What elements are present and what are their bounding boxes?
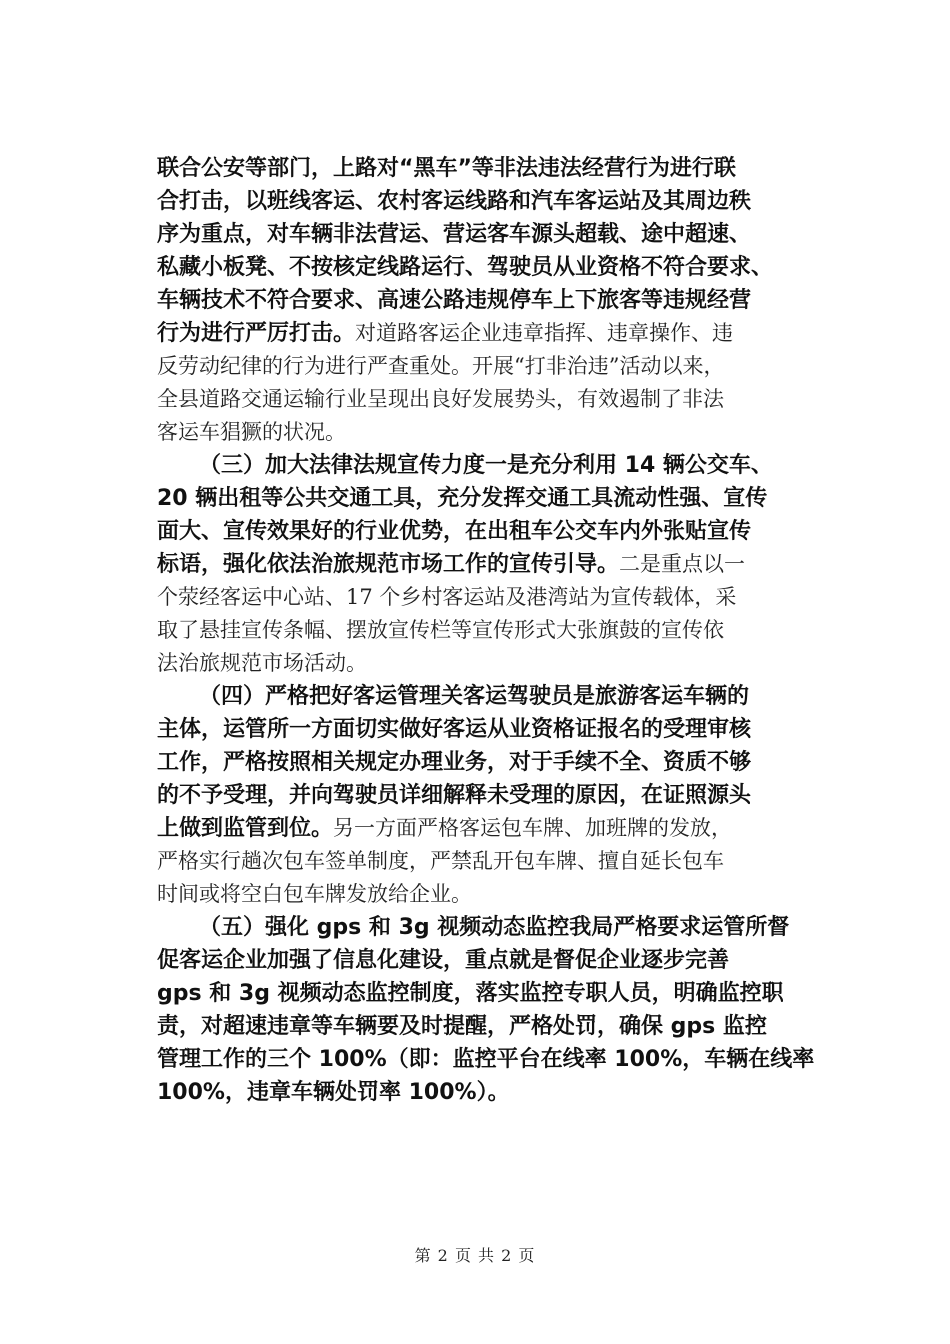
bold-text-segment: 责，对超速违章等车辆要及时提醒，严格处罚，确保 gps 监控 xyxy=(157,1014,767,1039)
regular-text-segment: 时间或将空白包车牌发放给企业。 xyxy=(157,882,472,906)
regular-text-segment: 严格实行趟次包车签单制度，严禁乱开包车牌、擅自延长包车 xyxy=(157,849,724,873)
text-line xyxy=(157,746,837,779)
text-line xyxy=(157,350,837,383)
bold-text-segment: 标语，强化依法治旅规范市场工作的宣传引导。 xyxy=(157,552,620,577)
regular-text-segment: 个荥经客运中心站、17 个乡村客运站及港湾站为宣传载体，采 xyxy=(157,585,737,609)
text-line xyxy=(157,713,837,746)
text-line xyxy=(157,383,837,416)
text-line xyxy=(157,185,837,218)
bold-text-segment: 车辆技术不符合要求、高速公路违规停车上下旅客等违规经营 xyxy=(157,288,752,313)
regular-text-segment: 另一方面严格客运包车牌、加班牌的发放， xyxy=(333,816,733,840)
text-line xyxy=(157,152,837,185)
text-line xyxy=(157,581,837,614)
regular-text-segment: 反劳动纪律的行为进行严查重处。开展“打非治违”活动以来， xyxy=(157,354,725,378)
bold-text-segment: （四）严格把好客运管理关客运驾驶员是旅游客运车辆的 xyxy=(199,684,750,709)
text-line xyxy=(157,878,837,911)
text-line xyxy=(157,1076,837,1109)
text-line xyxy=(157,779,837,812)
paragraph-first-line xyxy=(157,449,837,482)
text-line xyxy=(157,1010,837,1043)
paragraph-first-line xyxy=(157,680,837,713)
text-line xyxy=(157,317,837,350)
bold-text-segment: 联合公安等部门，上路对“黑车”等非法违法经营行为进行联 xyxy=(157,156,736,181)
text-line xyxy=(157,251,837,284)
regular-text-segment: 客运车猖獗的状况。 xyxy=(157,420,346,444)
bold-text-segment: 20 辆出租等公共交通工具，充分发挥交通工具流动性强、宣传 xyxy=(157,486,768,511)
regular-text-segment: 全县道路交通运输行业呈现出良好发展势头，有效遏制了非法 xyxy=(157,387,724,411)
bold-text-segment: 主体，运管所一方面切实做好客运从业资格证报名的受理审核 xyxy=(157,717,752,742)
text-line xyxy=(157,647,837,680)
bold-text-segment: 面大、宣传效果好的行业优势，在出租车公交车内外张贴宣传 xyxy=(157,519,752,544)
bold-text-segment: 工作，严格按照相关规定办理业务，对于手续不全、资质不够 xyxy=(157,750,752,775)
paragraph-first-line xyxy=(157,911,837,944)
text-line xyxy=(157,218,837,251)
text-line xyxy=(157,284,837,317)
text-line xyxy=(157,977,837,1010)
bold-text-segment: 行为进行严厉打击。 xyxy=(157,321,356,346)
document-body xyxy=(157,152,837,1109)
bold-text-segment: 管理工作的三个 100%（即：监控平台在线率 100%，车辆在线率 xyxy=(157,1047,815,1072)
bold-text-segment: （五）强化 gps 和 3g 视频动态监控我局严格要求运管所督 xyxy=(199,915,790,940)
text-line xyxy=(157,845,837,878)
text-line xyxy=(157,614,837,647)
regular-text-segment: 二是重点以一 xyxy=(619,552,746,576)
text-line xyxy=(157,944,837,977)
regular-text-segment: 取了悬挂宣传条幅、摆放宣传栏等宣传形式大张旗鼓的宣传依 xyxy=(157,618,724,642)
regular-text-segment: 法治旅规范市场活动。 xyxy=(157,651,367,675)
text-line xyxy=(157,1043,837,1076)
bold-text-segment: 的不予受理，并向驾驶员详细解释未受理的原因，在证照源头 xyxy=(157,783,752,808)
bold-text-segment: 合打击，以班线客运、农村客运线路和汽车客运站及其周边秩 xyxy=(157,189,752,214)
regular-text-segment: 对道路客运企业违章指挥、违章操作、违 xyxy=(355,321,734,345)
text-line xyxy=(157,812,837,845)
bold-text-segment: 序为重点，对车辆非法营运、营运客车源头超载、途中超速、 xyxy=(157,222,752,247)
page-footer: 第 2 页 共 2 页 xyxy=(414,1246,536,1265)
text-line xyxy=(157,548,837,581)
bold-text-segment: 促客运企业加强了信息化建设，重点就是督促企业逐步完善 xyxy=(157,948,730,973)
text-line xyxy=(157,416,837,449)
bold-text-segment: gps 和 3g 视频动态监控制度，落实监控专职人员，明确监控职 xyxy=(157,981,784,1006)
text-line xyxy=(157,515,837,548)
bold-text-segment: 100%，违章车辆处罚率 100%）。 xyxy=(157,1080,510,1105)
text-line xyxy=(157,482,837,515)
bold-text-segment: （三）加大法律法规宣传力度一是充分利用 14 辆公交车、 xyxy=(199,453,773,478)
bold-text-segment: 私藏小板凳、不按核定线路运行、驾驶员从业资格不符合要求、 xyxy=(157,255,774,280)
bold-text-segment: 上做到监管到位。 xyxy=(157,816,334,841)
